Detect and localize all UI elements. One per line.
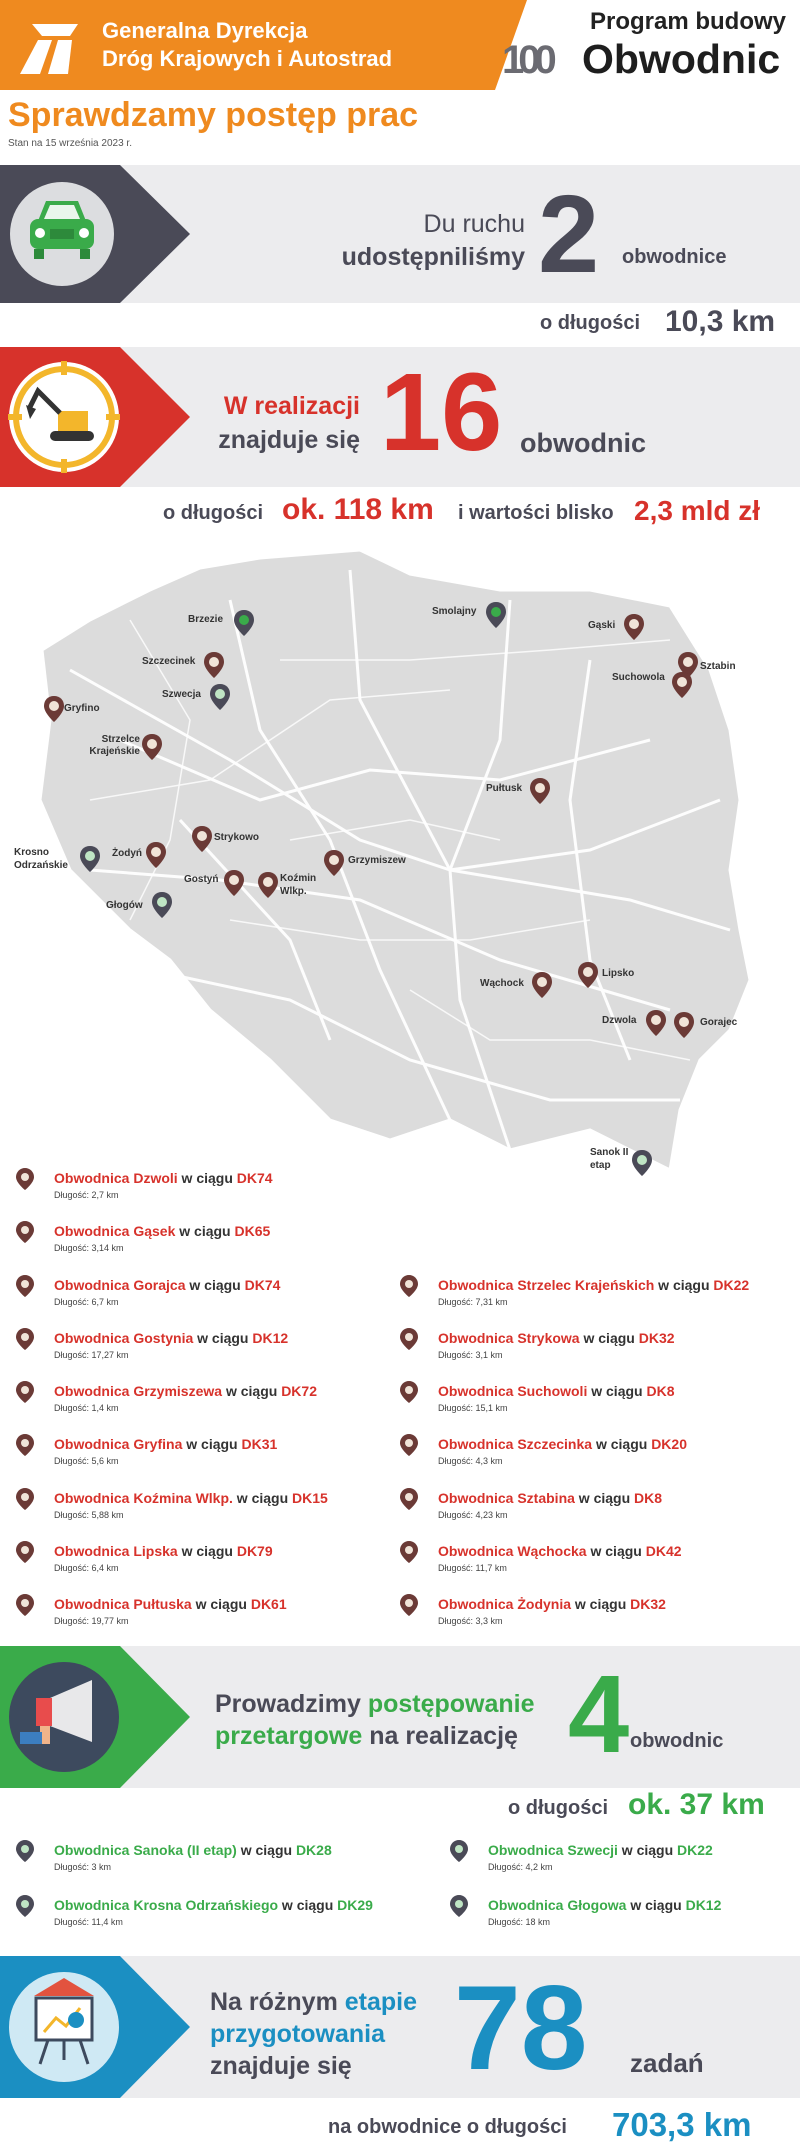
- map-label-suchowola: Suchowola: [612, 672, 665, 683]
- bypass-length: Długość: 7,31 km: [438, 1297, 508, 1307]
- bypass-road: DK20: [651, 1436, 687, 1452]
- map-label-szczecinek: Szczecinek: [142, 656, 196, 667]
- bypass-road: DK74: [244, 1277, 281, 1293]
- map-pin-realization-icon: [400, 1381, 418, 1403]
- bypass-length: Długość: 19,77 km: [54, 1616, 129, 1626]
- bypass-length: Długość: 4,23 km: [438, 1510, 508, 1520]
- map-pin-realization-icon[interactable]: [204, 652, 224, 678]
- bypass-length: Długość: 3,14 km: [54, 1243, 124, 1253]
- opened-arrow-icon: [0, 165, 200, 303]
- bypass-mid: w ciągu: [185, 1277, 245, 1293]
- map-pin-realization-icon[interactable]: [624, 614, 644, 640]
- bypass-name: Obwodnica Dzwoli: [54, 1170, 178, 1186]
- bypass-mid: w ciągu: [232, 1490, 293, 1506]
- bypass-name: Obwodnica Strzelec Krajeńskich: [438, 1277, 655, 1293]
- map-pin-realization-icon: [16, 1168, 34, 1190]
- bypass-road: DK61: [250, 1596, 287, 1612]
- bypass-mid: w ciągu: [587, 1383, 647, 1399]
- bypass-road: DK74: [236, 1170, 273, 1186]
- bypass-road: DK32: [630, 1596, 666, 1612]
- program-label: Program budowy: [589, 8, 786, 35]
- realization-value-label: i wartości blisko: [458, 502, 614, 524]
- bypass-road: DK8: [634, 1490, 663, 1506]
- map-label-pultusk: Pułtusk: [486, 783, 523, 794]
- tender-length-label: o długości: [508, 1797, 608, 1819]
- tender-unit: obwodnic: [630, 1730, 724, 1752]
- map-pin-realization-icon[interactable]: [672, 672, 692, 698]
- bypass-length: Długość: 4,2 km: [488, 1862, 553, 1872]
- bypass-mid: w ciągu: [182, 1436, 242, 1452]
- realization-line2: znajduje się: [218, 426, 360, 454]
- bypass-mid: w ciągu: [574, 1490, 635, 1506]
- bypass-road: DK79: [236, 1543, 273, 1559]
- map-label-sanok: Sanok II etap: [590, 1147, 629, 1171]
- bypass-length: Długość: 11,4 km: [54, 1917, 123, 1927]
- bypass-name: Obwodnica Strykowa: [438, 1330, 580, 1346]
- map-pin-realization-icon: [400, 1275, 418, 1297]
- preparation-line1: [210, 1988, 417, 2017]
- bypass-length: Długość: 17,27 km: [54, 1350, 129, 1360]
- map-label-grzymiszew: Grzymiszew: [348, 855, 406, 866]
- org-name: [102, 17, 392, 73]
- bypass-name: Obwodnica Gorajca: [54, 1277, 186, 1293]
- preparation-line1b: etapie: [344, 1988, 418, 2016]
- bypass-length: Długość: 3 km: [54, 1862, 112, 1872]
- map-pin-realization-icon: [16, 1541, 34, 1563]
- map-pin-realization-icon: [16, 1594, 34, 1616]
- bypass-length: Długość: 6,4 km: [54, 1563, 119, 1573]
- bypass-mid: w ciągu: [592, 1436, 652, 1452]
- org-name-line2: Dróg Krajowych i Autostrad: [102, 46, 393, 71]
- map-pin-tender-icon: [450, 1895, 468, 1917]
- map-label-strykowo: Strykowo: [214, 832, 260, 843]
- map-pin-realization-icon[interactable]: [674, 1012, 694, 1038]
- bypass-length: Długość: 3,3 km: [438, 1616, 503, 1626]
- bypass-name: Obwodnica Suchowoli: [438, 1383, 588, 1399]
- bypass-name: Obwodnica Żodynia: [438, 1596, 572, 1612]
- status-date: Stan na 15 września 2023 r.: [8, 138, 132, 149]
- preparation-length-label: na obwodnice o długości: [328, 2116, 567, 2138]
- opened-number: 2: [538, 173, 600, 296]
- bypass-road: DK32: [638, 1330, 675, 1346]
- opened-line2: udostępniliśmy: [341, 243, 525, 271]
- map-pin-realization-icon: [16, 1275, 34, 1297]
- bypass-length: Długość: 5,88 km: [54, 1510, 124, 1520]
- preparation-line1a: Na różnym: [210, 1988, 345, 2016]
- map-pin-realization-icon[interactable]: [142, 734, 162, 760]
- map-pin-realization-icon: [16, 1328, 34, 1350]
- bypass-road: DK12: [252, 1330, 289, 1346]
- bypass-name: Obwodnica Pułtuska: [54, 1596, 192, 1612]
- bypass-road: DK15: [292, 1490, 328, 1506]
- map-label-lipsko: Lipsko: [602, 968, 635, 979]
- map-pin-tender-icon: [16, 1895, 34, 1917]
- org-name-line1: Generalna Dyrekcja: [102, 18, 308, 43]
- bypass-mid: w ciągu: [586, 1543, 646, 1559]
- bypass-name: Obwodnica Gostynia: [54, 1330, 194, 1346]
- preparation-number: 78: [454, 1961, 588, 2095]
- preparation-unit: zadań: [630, 2048, 704, 2078]
- map-pin-realization-icon: [400, 1434, 418, 1456]
- map-pin-realization-icon: [16, 1434, 34, 1456]
- bypass-name: Obwodnica Krosna Odrzańskiego: [54, 1897, 279, 1913]
- bypass-length: Długość: 11,7 km: [438, 1563, 507, 1573]
- bypass-mid: w ciągu: [175, 1223, 235, 1239]
- map-label-krosno: Krosno Odrzańskie: [14, 847, 68, 871]
- bypass-name: Obwodnica Gryfina: [54, 1436, 183, 1452]
- map-pin-tender-icon[interactable]: [632, 1150, 652, 1176]
- map-pin-realization-icon: [16, 1221, 34, 1243]
- preparation-line3: znajduje się: [210, 2052, 352, 2080]
- map-label-szwecja: Szwecja: [162, 689, 201, 700]
- bypass-name: Obwodnica Koźmina Wlkp.: [54, 1490, 233, 1506]
- map-pin-tender-icon: [450, 1840, 468, 1862]
- preparation-line2: przygotowania: [210, 2020, 386, 2048]
- bypass-mid: w ciągu: [177, 1543, 237, 1559]
- map-pin-realization-icon[interactable]: [146, 842, 166, 868]
- map-pin-realization-icon[interactable]: [532, 972, 552, 998]
- bypass-road: DK65: [234, 1223, 271, 1239]
- bypass-road: DK12: [685, 1897, 722, 1913]
- bypass-road: DK22: [677, 1842, 713, 1858]
- bypass-mid: w ciągu: [191, 1596, 251, 1612]
- bypass-name: Obwodnica Grzymiszewa: [54, 1383, 223, 1399]
- map-label-kozmin: Koźmin Wlkp.: [280, 873, 317, 897]
- map-label-gaski: Gąski: [588, 620, 616, 631]
- map-label-dzwola: Dzwola: [602, 1015, 637, 1026]
- tender-line1: [215, 1690, 535, 1719]
- map-label-brzezie: Brzezie: [188, 614, 224, 625]
- map-label-zodyn: Żodyń: [112, 848, 142, 859]
- realization-length-value: ok. 118 km: [282, 493, 434, 526]
- bypass-name: Obwodnica Wąchocka: [438, 1543, 587, 1559]
- realization-value-value: 2,3 mld zł: [634, 495, 761, 526]
- bypass-name: Obwodnica Lipska: [54, 1543, 178, 1559]
- map-pin-realization-icon[interactable]: [258, 872, 278, 898]
- header: [0, 0, 800, 90]
- bypass-length: Długość: 4,3 km: [438, 1456, 503, 1466]
- map-pin-tender-icon: [16, 1840, 34, 1862]
- opened-line1: Du ruchu: [423, 210, 525, 238]
- bypass-length: Długość: 18 km: [488, 1917, 551, 1927]
- map-pin-realization-icon[interactable]: [192, 826, 212, 852]
- bypass-road: DK28: [295, 1842, 332, 1858]
- map-pin-realization-icon: [400, 1594, 418, 1616]
- header-orange-band: [0, 0, 495, 90]
- map-pin-realization-icon: [400, 1488, 418, 1510]
- tender-line2b: na realizację: [362, 1722, 518, 1750]
- bypass-length: Długość: 3,1 km: [438, 1350, 503, 1360]
- bypass-road: DK42: [645, 1543, 682, 1559]
- map-label-wachock: Wąchock: [480, 978, 524, 989]
- tender-line2: [215, 1722, 518, 1751]
- map-pin-realization-icon: [16, 1488, 34, 1510]
- tender-number: 4: [568, 1653, 630, 1776]
- map-pin-realization-icon[interactable]: [224, 870, 244, 896]
- bypass-mid: w ciągu: [278, 1897, 338, 1913]
- bypass-length: Długość: 6,7 km: [54, 1297, 119, 1307]
- bypass-mid: w ciągu: [177, 1170, 237, 1186]
- bypass-name: Obwodnica Głogowa: [488, 1897, 627, 1913]
- opened-length-value: 10,3 km: [665, 305, 776, 338]
- map-pin-realization-icon[interactable]: [44, 696, 64, 722]
- tender-line1a: Prowadzimy: [215, 1690, 368, 1718]
- preparation-arrow-icon: [0, 1956, 200, 2098]
- map-label-sztabin: Sztabin: [700, 661, 736, 672]
- bypass-mid: w ciągu: [222, 1383, 282, 1399]
- bypass-road: DK8: [646, 1383, 675, 1399]
- map-pin-opened-icon[interactable]: [486, 602, 506, 628]
- tender-length-value: ok. 37 km: [628, 1788, 765, 1821]
- bypass-name: Obwodnica Szwecji: [488, 1842, 618, 1858]
- map-pin-tender-icon[interactable]: [210, 684, 230, 710]
- map-pin-realization-icon[interactable]: [646, 1010, 666, 1036]
- bypass-length: Długość: 1,4 km: [54, 1403, 119, 1413]
- bypass-road: DK31: [241, 1436, 278, 1452]
- realization-unit: obwodnic: [520, 428, 646, 458]
- map-pin-realization-icon: [400, 1541, 418, 1563]
- map-label-smolajny: Smolajny: [432, 606, 477, 617]
- map-pin-realization-icon: [16, 1381, 34, 1403]
- map-pin-realization-icon[interactable]: [578, 962, 598, 988]
- bypass-name: Obwodnica Sanoka (II etap): [54, 1842, 237, 1858]
- bypass-mid: w ciągu: [654, 1277, 714, 1293]
- map-label-glogow: Głogów: [106, 900, 143, 911]
- bypass-name: Obwodnica Szczecinka: [438, 1436, 593, 1452]
- map-pin-opened-icon[interactable]: [234, 610, 254, 636]
- bypass-length: Długość: 5,6 km: [54, 1456, 119, 1466]
- realization-line1: W realizacji: [223, 392, 360, 420]
- bypass-mid: w ciągu: [236, 1842, 296, 1858]
- bypass-length: Długość: 2,7 km: [54, 1190, 119, 1200]
- bypass-mid: w ciągu: [193, 1330, 253, 1346]
- bypass-road: DK72: [281, 1383, 317, 1399]
- bypass-mid: w ciągu: [626, 1897, 686, 1913]
- tender-line1b: postępowanie: [367, 1690, 535, 1718]
- bypass-road: DK29: [337, 1897, 373, 1913]
- bypass-length: Długość: 15,1 km: [438, 1403, 508, 1413]
- tender-line2a: przetargowe: [215, 1722, 363, 1750]
- program-100-logo: 100: [502, 38, 551, 82]
- preparation-length-value: 703,3 km: [612, 2106, 752, 2143]
- bypass-road: DK22: [713, 1277, 750, 1293]
- map-label-gostyn: Gostyń: [184, 874, 219, 885]
- gddkia-logo-icon: [18, 18, 88, 76]
- bypass-mid: w ciągu: [617, 1842, 678, 1858]
- map-pin-realization-icon[interactable]: [530, 778, 550, 804]
- map-label-gorajec: Gorajec: [700, 1017, 738, 1028]
- map-pin-tender-icon[interactable]: [80, 846, 100, 872]
- program-name: Obwodnic: [582, 36, 781, 82]
- realization-number: 16: [380, 351, 503, 474]
- opened-unit: obwodnice: [622, 246, 727, 268]
- opened-length-label: o długości: [540, 312, 640, 334]
- bypass-name: Obwodnica Gąsek: [54, 1223, 176, 1239]
- tender-arrow-icon: [0, 1646, 200, 1788]
- bypass-mid: w ciągu: [579, 1330, 639, 1346]
- map-label-gryfino: Gryfino: [64, 703, 100, 714]
- bypass-mid: w ciągu: [571, 1596, 631, 1612]
- bypass-name: Obwodnica Sztabina: [438, 1490, 575, 1506]
- map-pin-realization-icon: [400, 1328, 418, 1350]
- map-pin-tender-icon[interactable]: [152, 892, 172, 918]
- map-label-strzelce: Strzelce Krajeńskie: [89, 734, 140, 757]
- page-title: Sprawdzamy postęp prac: [8, 96, 419, 134]
- realization-length-label: o długości: [163, 502, 263, 524]
